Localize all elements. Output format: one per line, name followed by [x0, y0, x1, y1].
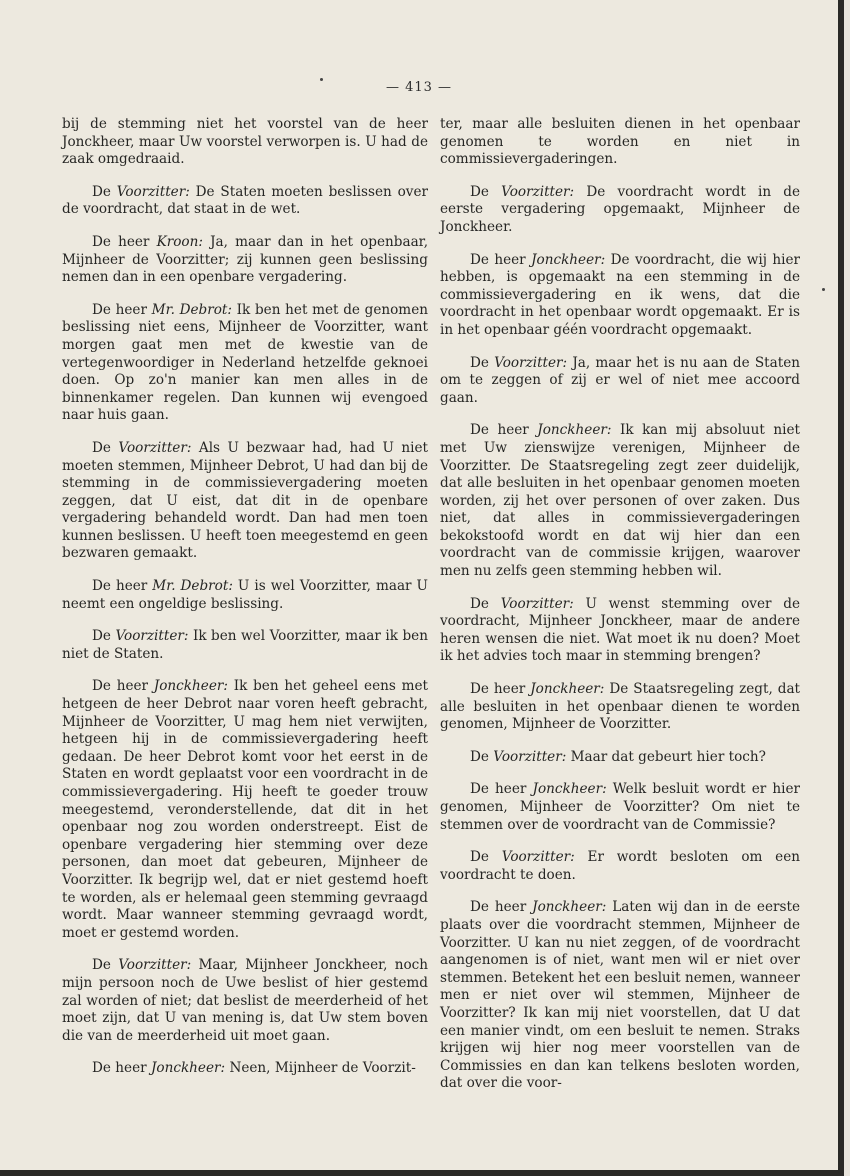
left-column — [62, 116, 428, 1093]
paragraph — [440, 899, 800, 1093]
paragraph — [440, 781, 800, 834]
speaker-intro: De — [470, 354, 489, 371]
paragraph — [440, 184, 800, 237]
speck — [320, 78, 323, 81]
paragraph-text: Laten wij dan in de eerste plaats over die voordracht stemmen, Mijnheer de Voorzitter. U kan nu niet zeggen, of de voordracht aangenomen is of niet, want men wil er niet over stemmen. Betekent het een besluit nemen, wanneer men er niet over wil stemmen, Mijnheer de Voorzitter? Ik kan mij niet voorstellen, dat U dat een manier vindt, om een besluit te nemen. Straks krijgen wij hier nog meer voorstellen van de Commissies en dan kan telkens besloten worden, dat over die voor- — [440, 899, 800, 1092]
paragraph-text: Er wordt besloten om een voordracht te doen. — [440, 849, 801, 883]
speaker-intro: De — [92, 439, 111, 456]
speaker-intro: De heer — [92, 1060, 147, 1077]
speaker-name: Jonckheer: — [531, 251, 606, 268]
paragraph-text: Als U bezwaar had, had U niet moeten stemmen, Mijnheer Debrot, U had dan bij de stemming in de commissievergadering moeten zeggen, dat U eist, dat dit in de openbare vergadering behandeld wordt. Dan had men toen kunnen beslissen. U heeft toen meegestemd en geen bezwaren gemaakt. — [62, 439, 428, 562]
speaker-intro: De heer — [92, 233, 150, 250]
speaker-name: Voorzitter: — [116, 183, 190, 200]
paragraph-text: Ik ben het geheel eens met hetgeen de heer Debrot naar voren heeft gebracht, Mijnheer de Voorzitter, U mag hem niet verwijten, hetgeen hij in de commissievergadering heeft gedaan. De heer Debrot komt voor het eerst in de Staten en wordt geplaatst voor een voordracht in de commissievergadering. Hij heeft te goeder trouw meegestemd, veronderstellende, dat dit in het openbaar nog zou worden onderstreept. Eist de openbare vergadering hier stemming over deze personen, dan moet dat gebeuren, Mijnheer de Voorzitter. Ik begrijp wel, dat er niet gestemd hoeft te worden, als er helemaal geen stemming gevraagd wordt. Maar wanneer stemming gevraagd wordt, moet er gestemd worden. — [62, 678, 428, 941]
paragraph — [62, 234, 428, 287]
paragraph — [440, 422, 800, 580]
speaker-intro: De heer — [92, 578, 148, 595]
speaker-name: Mr. Debrot: — [152, 578, 233, 595]
speaker-name: Voorzitter: — [500, 595, 574, 612]
speck — [822, 288, 825, 291]
speaker-intro: De — [92, 957, 111, 974]
paragraph — [440, 681, 800, 734]
paragraph — [62, 184, 428, 219]
speaker-intro: De — [92, 628, 111, 645]
speaker-intro: De heer — [470, 681, 526, 698]
paragraph-text: Ik kan mij absoluut niet met Uw zienswijze verenigen, Mijnheer de Voorzitter. De Staatsregeling zegt zeer duidelijk, dat alle besluiten in het openbaar genomen moeten worden, zij het over personen of over zaken. Dus niet, dat alles in commissievergaderingen bekokstoofd wordt en dat wij hier dan een voordracht van de commissie krijgen, waarover men nu zelfs geen stemming hebben wil. — [440, 422, 801, 580]
speaker-name: Voorzitter: — [493, 748, 567, 765]
paragraph — [62, 578, 428, 613]
paragraph-text: De Staatsregeling zegt, dat alle besluiten in het openbaar dienen te worden genomen, Mijnheer de Voorzitter. — [440, 681, 801, 733]
paragraph-text: Ik ben wel Voorzitter, maar ik ben niet de Staten. — [62, 628, 428, 662]
speaker-intro: De heer — [470, 422, 529, 439]
paragraph-text: ter, maar alle besluiten dienen in het openbaar genomen te worden en niet in commissievergaderingen. — [440, 116, 800, 168]
speaker-name: Voorzitter: — [501, 183, 575, 200]
speaker-name: Mr. Debrot: — [151, 301, 232, 318]
paragraph-text: Ja, maar het is nu aan de Staten om te zeggen of zij er wel of niet mee accoord gaan. — [440, 354, 800, 406]
paragraph-text: Neen, Mijnheer de Voorzit- — [229, 1060, 416, 1077]
paragraph — [62, 302, 428, 425]
right-column — [440, 116, 800, 1108]
speaker-intro: De — [470, 595, 489, 612]
paragraph-text: Ja, maar dan in het openbaar, Mijnheer de Voorzitter; zij kunnen geen beslissing nemen dan in een openbare vergadering. — [62, 233, 429, 286]
paragraph — [62, 678, 428, 942]
paragraph — [440, 596, 800, 666]
paragraph — [440, 252, 800, 340]
speaker-intro: De heer — [470, 251, 526, 268]
paragraph — [62, 440, 428, 563]
speaker-intro: De — [470, 849, 489, 866]
speaker-name: Jonckheer: — [532, 781, 607, 798]
speaker-name: Voorzitter: — [118, 957, 192, 974]
speaker-intro: De heer — [470, 781, 527, 798]
speaker-name: Jonckheer: — [153, 678, 228, 695]
speaker-name: Voorzitter: — [115, 628, 189, 645]
page-number: — 413 — — [385, 80, 453, 95]
speaker-intro: De heer — [92, 678, 149, 695]
paragraph-text: De Staten moeten beslissen over de voordracht, dat staat in de wet. — [62, 183, 429, 218]
paragraph — [62, 957, 428, 1045]
paragraph-text: U wenst stemming over de voordracht, Mijnheer Jonckheer, maar de andere heren wensen die niet. Wat moet ik nu doen? Moet ik het advies toch maar in stemming brengen? — [440, 595, 800, 665]
paragraph-text: Maar, Mijnheer Jonckheer, noch mijn persoon noch de Uwe beslist of hier gestemd zal worden of niet; dat beslist de meerderheid of het moet zijn, dat U van mening is, dat Uw stem boven die van de meerderheid uit moet gaan. — [62, 957, 428, 1044]
speaker-intro: De — [470, 183, 489, 200]
speaker-name: Jonckheer: — [150, 1060, 226, 1077]
speaker-name: Kroon: — [156, 233, 203, 250]
paragraph-text: Ik ben het met de genomen beslissing niet eens, Mijnheer de Voorzitter, want morgen gaat men met de kwestie van de vertegenwoordiger in Nederland hetzelfde geknoei doen. Op zo'n manier kan men alles in de binnenkamer regelen. Dan kunnen wij evengoed naar huis gaan. — [62, 301, 428, 424]
paragraph-text: De voordracht wordt in de eerste vergadering opgemaakt, Mijnheer de Jonckheer. — [440, 183, 800, 235]
speaker-intro: De heer — [470, 899, 527, 916]
paragraph-text: U is wel Voorzitter, maar U neemt een ongeldige beslissing. — [62, 578, 429, 612]
speaker-intro: De — [470, 748, 489, 765]
paragraph-text: Welk besluit wordt er hier genomen, Mijnheer de Voorzitter? Om niet te stemmen over de voordracht van de Commissie? — [440, 781, 800, 833]
paragraph — [62, 628, 428, 663]
paragraph — [62, 1060, 428, 1078]
paragraph-text: De voordracht, die wij hier hebben, is opgemaakt na een stemming in de commissievergadering en ik wens, dat die voordracht in het openbaar wordt opgemaakt. Er is in het openbaar géén voordracht opgemaakt. — [440, 251, 801, 338]
speaker-name: Voorzitter: — [501, 849, 575, 866]
speaker-intro: De — [92, 183, 111, 200]
speaker-intro: De heer — [92, 301, 147, 318]
paragraph — [62, 116, 428, 169]
paragraph — [440, 116, 800, 169]
speaker-name: Jonckheer: — [532, 899, 607, 916]
speaker-name: Jonckheer: — [530, 681, 605, 698]
speaker-name: Voorzitter: — [118, 439, 192, 456]
paragraph-text: Maar dat gebeurt hier toch? — [570, 748, 766, 765]
speaker-name: Voorzitter: — [494, 354, 568, 371]
paragraph — [440, 849, 800, 884]
paragraph-text: bij de stemming niet het voorstel van de heer Jonckheer, maar Uw voorstel verworpen is. U had de zaak omgedraaid. — [62, 116, 428, 168]
speaker-name: Jonckheer: — [537, 422, 612, 439]
paragraph — [440, 355, 800, 408]
paragraph — [440, 749, 800, 767]
